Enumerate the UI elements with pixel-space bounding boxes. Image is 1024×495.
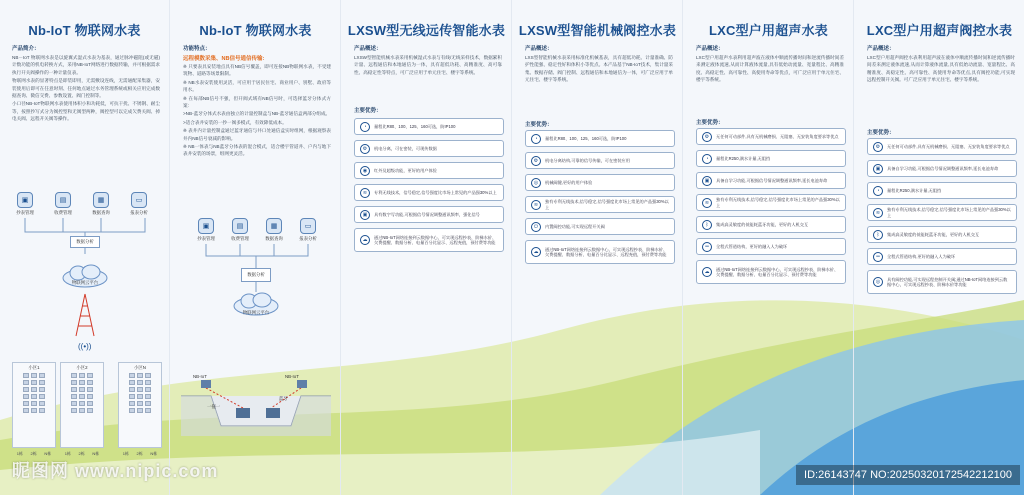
node-data-query: ▦ 数据查询 bbox=[86, 192, 116, 216]
paragraph: LXS型智能机械水表采用标准化机械基表，具有超低功耗、计量准确、防护性能强、稳定性好和体积小等优点。本产品基于NB-IoT技术，集计量采集、数据存储、阀门控制、远程通信和本地通信为一体，可广泛应用于单元住宅、楼宇等系统。 bbox=[525, 55, 673, 83]
paragraph: 物联网水表的显著特点是即装即用，无需敷设连线，无需通配采集器，安装使用后即可在任意时刻、任何地点通过水务管理系统或相关应用完成数据查询、微信交费、参数设置、阀门控制等。 bbox=[12, 78, 160, 99]
pipe-icon: ═ bbox=[702, 242, 712, 252]
feature-card: ◔ 量程比R80、100、125、160可选，防IP100 bbox=[525, 130, 675, 147]
section-heading: 主要优势： bbox=[525, 122, 553, 128]
section-heading: 产品概述： bbox=[354, 46, 382, 52]
feature-list bbox=[525, 130, 675, 269]
feature-text bbox=[183, 63, 331, 159]
gear-icon: ⚙ bbox=[702, 132, 712, 142]
feature-card: ◔ 量程比R250,满水计量,无阻挡 bbox=[696, 150, 846, 167]
feature-card: ◔ 量程比R80、100、125、160可选，防IP100 bbox=[354, 118, 504, 135]
laptop-icon: ▭ bbox=[300, 218, 316, 234]
paragraph: ※ 只要表具安装地点具有NB信号覆盖，即可连接NB物联网水表，不受建筑物、道路等场景限制。 bbox=[183, 64, 331, 77]
cloud-icon: ☁ bbox=[531, 247, 541, 257]
node-meter-management: ▣ 抄表管理 bbox=[10, 192, 40, 216]
gauge-icon: ◔ bbox=[702, 154, 712, 164]
computer-icon: ▦ bbox=[266, 218, 282, 234]
panel-title: LXSW型智能机械阀控水表 bbox=[518, 23, 677, 38]
feature-list bbox=[354, 118, 504, 257]
feature-card: ▣ 具备自学习功能,可根据信号情况调整通讯频率,延长电池寿命 bbox=[696, 172, 846, 189]
overview-text bbox=[354, 54, 502, 77]
wireless-icon: ≋ bbox=[702, 198, 712, 208]
infrared-icon: ◉ bbox=[360, 166, 370, 176]
feature-card: ⏻ 内置阀控功能,可实现远程开关阀 bbox=[525, 218, 675, 235]
section-heading: 主要优势： bbox=[354, 108, 382, 114]
valve-icon: ◎ bbox=[531, 178, 541, 188]
gauge-icon: ◔ bbox=[360, 122, 370, 132]
paragraph: ※ NB一体表与NB蓝牙分体表的混合模式，适合楼宇管道井、户内与地下表井安装的场景，组网更灵活。 bbox=[183, 144, 331, 157]
feature-card: ◉ 红外及超级功能，更好的用户体验 bbox=[354, 162, 504, 179]
panel-nbiot-features bbox=[171, 0, 341, 495]
paragraph: ※ 在每部NB信号不强，但开阀式域有NB信号时，可选择蓝牙分体式方案： bbox=[183, 95, 331, 109]
feature-card: ⚙ 机电分离结构,可靠的信号传输，可在密装应用 bbox=[525, 152, 675, 169]
panel-title: LXC型户用超声阀控水表 bbox=[866, 23, 1013, 38]
feature-card: ▣ 具备自学习功能,可根据信号情况调整通讯频率,延长电池寿命 bbox=[867, 160, 1017, 177]
wireless-icon: ≋ bbox=[360, 188, 370, 198]
node-data-query: ▦ 数据查询 bbox=[259, 218, 289, 242]
cloud-icon: ☁ bbox=[360, 235, 370, 245]
gauge-icon: ◔ bbox=[873, 186, 883, 196]
node-billing: ▤ 收费管理 bbox=[225, 218, 255, 242]
feature-card: ═ 全程式管道结构，更好的融入人为破坏 bbox=[696, 238, 846, 255]
paragraph: NB－IoT 物联网水表是以旋翼式湿式水表为基表，通过脉冲磁阻(或无磁)计数功能的机电转换方式，采用NB-IoT网络进行数据传输，并可根据需求执行开关阀操作的一种计量仪表。 bbox=[12, 55, 160, 75]
chip-icon: ▣ bbox=[702, 176, 712, 186]
gauge-icon: ◔ bbox=[531, 134, 541, 144]
feature-card: ⚙ 机电分离，可在密装，可现传数据 bbox=[354, 140, 504, 157]
paragraph: >适合表井安装的一抄一阀多模式，有效降低成本。 bbox=[183, 119, 287, 125]
panel-lxsw-valve bbox=[513, 0, 683, 495]
overview-text bbox=[696, 54, 844, 85]
feature-card: ⚙ 无任何可动部件,具有无机械磨损、无阻塞、无安装角度要求等优点 bbox=[696, 128, 846, 145]
section-heading: 主要优势： bbox=[696, 120, 724, 126]
panel-title: Nb-IoT 物联网水表 bbox=[199, 23, 312, 38]
switch-icon: ⏻ bbox=[531, 222, 541, 232]
data-analysis-box: 数据分析 bbox=[70, 236, 100, 248]
panel-title: LXC型户用超声水表 bbox=[708, 23, 828, 38]
cloud-label: 物联网云平台 bbox=[242, 310, 270, 315]
overview-text bbox=[525, 54, 673, 85]
building-group-1: 小区1 1栋 2栋 N栋 bbox=[12, 362, 56, 448]
feature-card: ◎ 机械阀键,更好的用户体验 bbox=[525, 174, 675, 191]
paragraph: ※ 表井内计量控制盒通过蓝牙通信与井口处通信盒实时组网，根据观察表井内NB信号衰减的影响。 bbox=[183, 128, 331, 141]
section-heading: 主要优势： bbox=[867, 130, 895, 136]
feature-card: ≋ 独有专利无线技术,信号稳定,信号强度比市场上常见的产品强30%以上 bbox=[696, 194, 846, 211]
building-icon: ▤ bbox=[232, 218, 248, 234]
bluetooth-icon: ᛒ bbox=[873, 230, 883, 240]
chip-icon: ▣ bbox=[360, 210, 370, 220]
feature-card: ☁ 通过NB-IoT网络连接到云数据中心，可实现远程抄表、阶梯水价、欠费提醒、数据分析、电量百分比显示、预付费等功能 bbox=[696, 260, 846, 284]
building-group-n: 小区N 1栋 2栋 N栋 bbox=[118, 362, 162, 448]
feature-card: ᛒ 集成高灵敏度的低能耗蓝牙功能，更好的人机交互 bbox=[867, 226, 1017, 243]
feature-card: ⚙ 无任何可动部件,具有无机械磨损、无阻塞、无安装角度要求等优点 bbox=[867, 138, 1017, 155]
tower-icon bbox=[72, 292, 98, 338]
wireless-icon: ≋ bbox=[873, 208, 883, 218]
feature-card: ◎ 具有阀控功能,可实现远程控制开关阀;通过NB-IoT网络连接到云数据中心，可实现远程抄表、阶梯水价等功能 bbox=[867, 270, 1017, 294]
data-analysis-box: 数据分析 bbox=[241, 268, 271, 282]
feature-card: ≋ 专利无线技术，信号稳定,信号强度比市场上常见的产品强30%以上 bbox=[354, 184, 504, 201]
computer-icon: ▦ bbox=[93, 192, 109, 208]
gear-icon: ⚙ bbox=[360, 144, 370, 154]
monitor-icon: ▣ bbox=[198, 218, 214, 234]
building-icon: ▤ bbox=[55, 192, 71, 208]
feature-list bbox=[696, 128, 846, 289]
paragraph: LXSW型智能机械水表采用机械湿式水表与有线/无线采样技术，数据累积计量、远程通信和本地通信为一体，具有超低功耗、高精准度、高可靠性、高稳定性等特点，可广泛应用于单元住宅、楼宇等系统。 bbox=[354, 55, 502, 75]
feature-card: ▣ 具有数字写功能,可根据信号情况调整通讯频率，强化信号 bbox=[354, 206, 504, 223]
cloud-icon: ☁ bbox=[702, 267, 712, 277]
node-meter-management: ▣ 抄表管理 bbox=[191, 218, 221, 242]
intro-text bbox=[12, 54, 160, 124]
cloud-label: 物联网云平台 bbox=[71, 280, 99, 285]
site-watermark: 昵图网 www.nipic.com bbox=[12, 461, 219, 481]
panel-lxc-ultrasonic-valve bbox=[855, 0, 1024, 495]
feature-list bbox=[867, 138, 1017, 299]
panel-nbiot-intro bbox=[0, 0, 170, 495]
nbiot-label-left: NB-IoT bbox=[193, 374, 207, 379]
feature-card: ☁ 通过NB-IoT网络连接到云数据中心，可实现远程抄表、阶梯水价、欠费提醒、数据分析、电量百分比显示、远程充值，预付费等功能 bbox=[525, 240, 675, 264]
image-id-tag: ID:26143747 NO:20250320172542212100 bbox=[796, 465, 1020, 485]
valve-icon: ◎ bbox=[873, 277, 883, 287]
panel-title: Nb-IoT 物联网水表 bbox=[28, 23, 141, 38]
paragraph: LXC型户用超声水表利用超声波在液体中顺流传播时间和逆流传播时间差来测定液体流速,从而计算液体流量,具有低始动流量、宽量程比、高精准度、高稳定性、高可靠性、高使用寿命等优点，可广泛应用于单元住宅、楼宇等系统。 bbox=[696, 55, 844, 83]
node-billing: ▤ 收费管理 bbox=[48, 192, 78, 216]
bluetooth-label: 蓝牙 bbox=[279, 396, 288, 401]
signal-icon: ((•)) bbox=[78, 342, 92, 351]
chip-icon: ▣ bbox=[873, 164, 883, 174]
section-heading: 功能特点： bbox=[183, 46, 211, 52]
gear-icon: ⚙ bbox=[873, 142, 883, 152]
panel-lxc-ultrasonic bbox=[684, 0, 854, 495]
feature-card: ≋ 独有专利无线技术,信号稳定,信号强度比市场上常见的产品强30%以上 bbox=[867, 204, 1017, 221]
feature-card: ☁ 通过NB-IoT网络连接到云数据中心，可实现远程抄表、阶梯水价、欠费提醒、数据分析、电量百分比显示、远程充值，预付费等功能 bbox=[354, 228, 504, 252]
pipe-icon: ═ bbox=[873, 252, 883, 262]
network-diagram bbox=[181, 218, 331, 368]
laptop-icon: ▭ bbox=[131, 192, 147, 208]
section-heading: 产品概述： bbox=[525, 46, 553, 52]
panel-title: LXSW型无线远传智能水表 bbox=[347, 23, 506, 38]
wireless-icon: ≋ bbox=[531, 200, 541, 210]
bluetooth-icon: ᛒ bbox=[702, 220, 712, 230]
paragraph: >NB-蓝牙分体式水表由独立的计量控制盒与NB-蓝牙通信盒两部分组成。 bbox=[183, 111, 331, 117]
paragraph: 小口径NB-IoT物联网水表使用体积小和功耗低，可抗干扰、不锈钢、耐尘等，按照抄写式分为阀控型和无阀型两种，阀控型可以完成欠费关阀、掉电关阀、远程开关阀等操作。 bbox=[12, 101, 160, 122]
monitor-icon: ▣ bbox=[17, 192, 33, 208]
paragraph: LXC型户用超声阀控水表利用超声波在液体中顺流传播时间和逆流传播时间差来测定液体流速,从而计算液体流量,具有低始动流量、宽量程比、高精准度、高稳定性、高可靠性、高使用寿命等优点,具有阀控功能,可实现远程控制开关阀。可广泛应用于单元住宅、楼宇等系统。 bbox=[867, 55, 1015, 83]
building-group-2: 小区2 1栋 2栋 N栋 bbox=[60, 362, 104, 448]
paragraph: ※ NB水表安装使用灵活，可应用于居民住宅、商业用户、别墅、政府等用水。 bbox=[183, 79, 331, 93]
section-heading: 产品简介： bbox=[12, 46, 40, 52]
feature-card: ≋ 独有专利无线技术,信号稳定,信号强度比市场上常见的产品强30%以上 bbox=[525, 196, 675, 213]
gear-icon: ⚙ bbox=[531, 156, 541, 166]
node-report: ▭ 报表分析 bbox=[124, 192, 154, 216]
nbiot-label-right: NB-IoT bbox=[285, 374, 299, 379]
feature-card: ◔ 量程比R250,满水计量,无阻挡 bbox=[867, 182, 1017, 199]
section-heading: 产品概述： bbox=[867, 46, 895, 52]
feature-card: ᛒ 集成高灵敏度的低能耗蓝牙功能，更好的人机交互 bbox=[696, 216, 846, 233]
overview-text bbox=[867, 54, 1015, 85]
feature-card: ═ 全程式管道结构,更好的融入人为破坏 bbox=[867, 248, 1017, 265]
panel-lxsw-wireless bbox=[342, 0, 512, 495]
section-heading: 产品概述： bbox=[696, 46, 724, 52]
node-report: ▭ 报表分析 bbox=[293, 218, 323, 242]
pit-label: 一拖一 bbox=[207, 404, 221, 409]
section-subheading: 远程模数采集、NB信号通信传输: bbox=[183, 56, 265, 62]
